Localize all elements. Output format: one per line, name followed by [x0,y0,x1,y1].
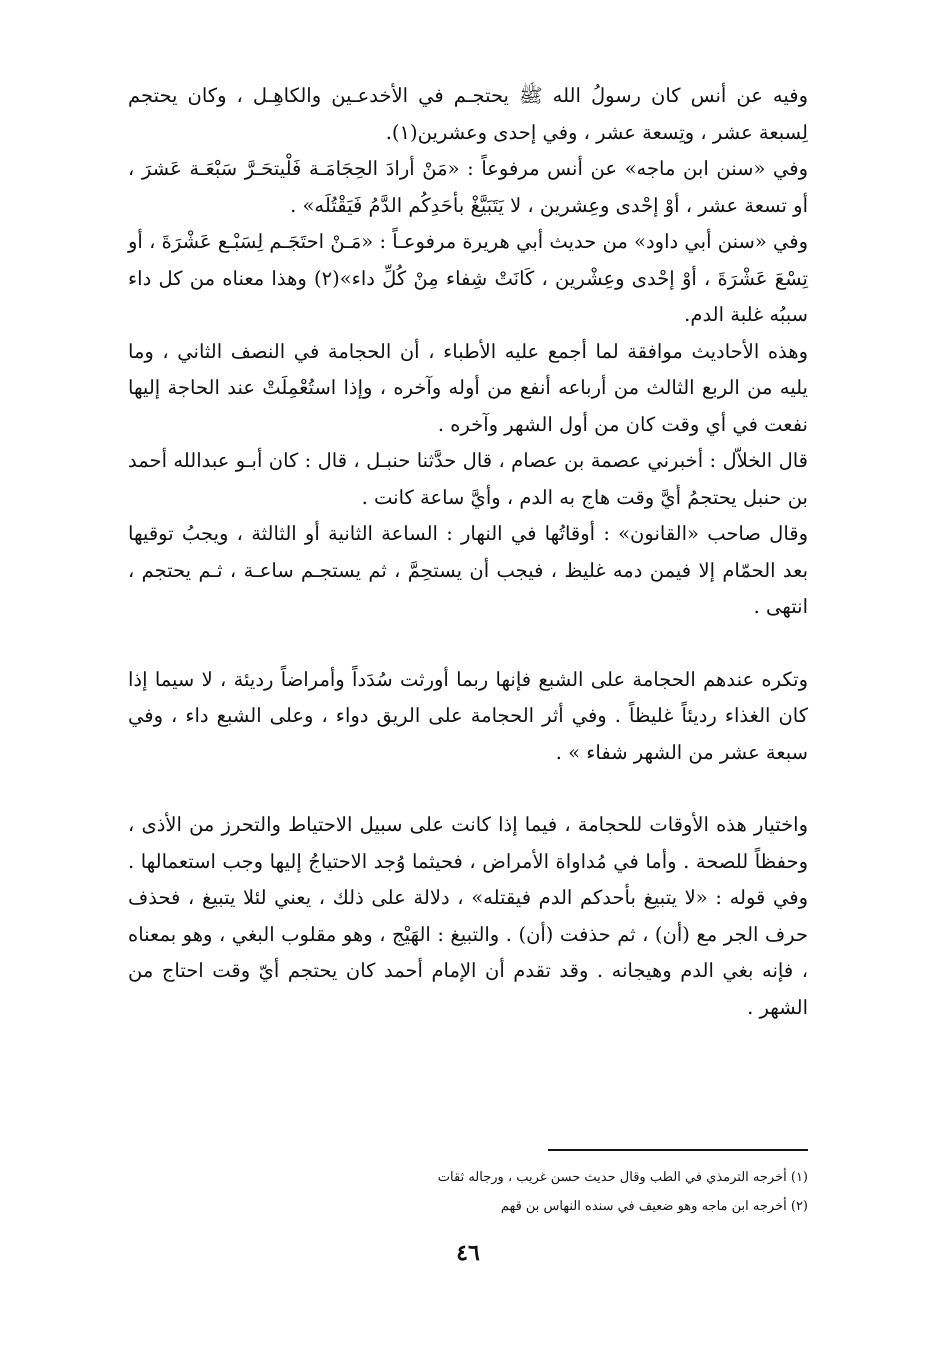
page-number: ٤٦ [456,1240,480,1266]
paragraph-ibn-majah-hadith: وفي «سنن ابن ماجه» عن أنس مرفوعاً : «مَنْ أرادَ الحِجَامَـة فَلْيتحَـرَّ سَبْعَـة عَشرَ ، أو تسعة عشر ، أوْ إحْدى وعِشرين ، لا يَتَبَيَّغْ بأحَدِكُم الدَّمُ فَيَقْتُلَه» . [128,157,808,217]
footnote-1: (١) أخرجه الترمذي في الطب وقال حديث حسن غريب ، ورجاله ثقات [437,1170,808,1185]
paragraph-qanun-quote: وقال صاحب «القانون» : أوقاتُها في النهار : الساعة الثانية أو الثالثة ، ويجبُ توقيها بعد الحمّام إلا فيمن دمه غليظ ، فيجب أن يستحِمَّ ، ثم يستجـم ساعـة ، ثـم يحتجم ، انتهى . [128,522,808,618]
footnote-divider [548,1149,808,1151]
paragraph-physicians-agreement: وهذه الأحاديث موافقة لما أجمع عليه الأطباء ، أن الحجامة في النصف الثاني ، وما يليه من الربع الثالث من أرباعه أنفع من أوله وآخره ، وإذا استُعْمِلَتْ عند الحاجة إليها نفعت في أي وقت كان من أول الشهر وآخره . [128,339,808,436]
book-page [128,78,808,1278]
body-text [128,78,808,1026]
paragraph-anas-hijama-times: وفيه عن أنس كان رسولُ الله ﷺ يحتجـم في الأخدعـين والكاهِـل ، وكان يحتجم لِسبعة عشر ، وتِسعة عشر ، وفي إحدى وعشرين(١). [128,84,808,144]
paragraph-choosing-times: واختيار هذه الأوقات للحجامة ، فيما إذا كانت على سبيل الاحتياط والتحرز من الأذى ، وحفظاً للصحة . وأما في مُداواة الأمراض ، فحيثما وُجد الاحتياجُ إليها وجب استعمالها . وفي قوله : «لا يتبيغ بأحدكم الدم فيقتله» ، دلالة على ذلك ، يعني لئلا يتبيغ ، فحذف حرف الجر مع (أن) ، ثم حذفت (أن) . والتبيغ : الهَيْج ، وهو مقلوب البغي ، وهو بمعناه ، فإنه بغي الدم وهيجانه . وقد تقدم أن الإمام أحمد كان يحتجم أيّ وقت احتاج من الشهر . [128,813,808,1019]
paragraph-hijama-on-full-stomach: وتكره عندهم الحجامة على الشبع فإنها ربما أورثت سُدَداً وأمراضاً رديئة ، لا سيما إذا كان الغذاء رديئاً غليظاً . وفي أثر الحجامة على الريق دواء ، وعلى الشبع داء ، وفي سبعة عشر من الشهر شفاء » . [128,667,808,764]
paragraph-khallal-narration: قال الخلاّل : أخبرني عصمة بن عصام ، قال حدَّثنا حنبـل ، قال : كان أبـو عبدالله أحمد بن حنبل يحتجمُ أيَّ وقت هاج به الدم ، وأيَّ ساعة كانت . [128,449,808,509]
footnote-2: (٢) أخرجه ابن ماجه وهو ضعيف في سنده النهاس بن قهم [500,1199,808,1214]
footnotes [128,1163,808,1221]
paragraph-abu-dawud-hadith: وفي «سنن أبي داود» من حديث أبي هريرة مرفوعـاً : «مَـنْ احتَجَـم لِسَبْـع عَشْرَةَ ، أو تِسْعَ عَشْرَةَ ، أوْ إحْدى وعِشْرين ، كَانَتْ شِفاء مِنْ كُلِّ داء»(٢) وهذا معناه من كل داء سببُه غلبة الدم. [128,230,808,326]
